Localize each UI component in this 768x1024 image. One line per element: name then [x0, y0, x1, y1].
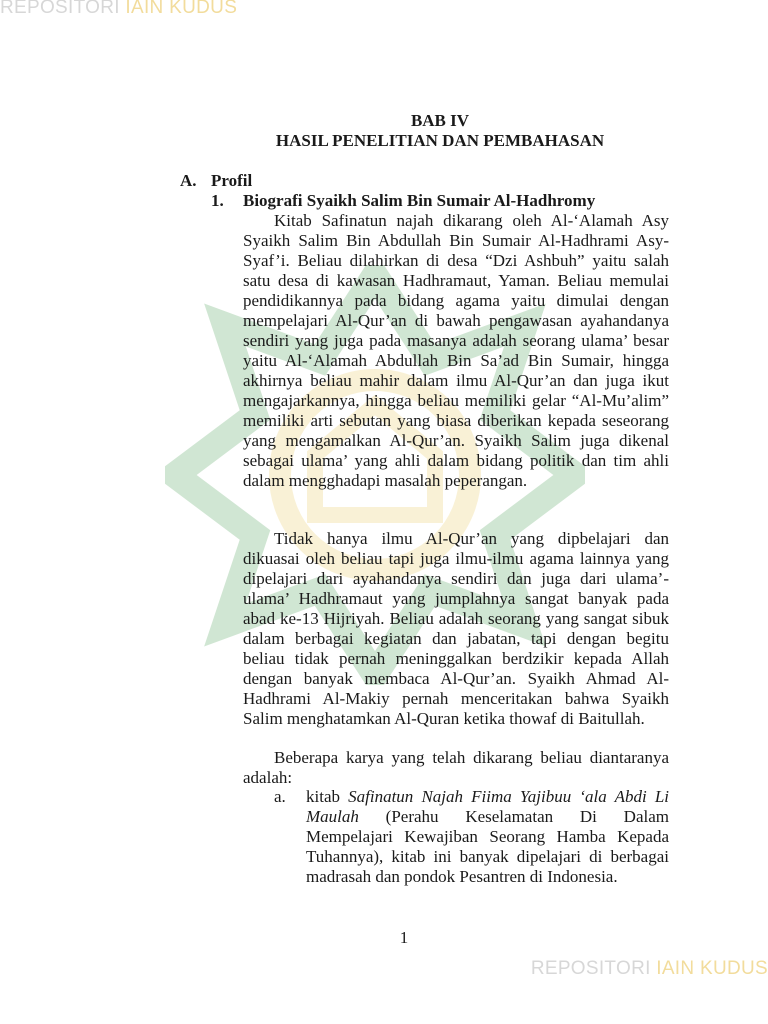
watermark-bottom-part1: REPOSITORI — [530, 958, 657, 979]
watermark-top-part2: IAIN KUDUS — [125, 0, 238, 18]
paragraph-3: Beberapa karya yang telah dikarang beliau diantaranya adalah: — [243, 748, 669, 787]
watermark-bottom-part2: IAIN KUDUS — [656, 958, 768, 979]
section-title: Profil — [211, 171, 253, 190]
paragraph-1: Kitab Safinatun najah dikarang oleh Al-‘Alamah Asy Syaikh Salim Bin Abdullah Bin Sumair Al-Hadhrami Asy-Syaf’i. Beliau dilahirkan di desa “Dzi Ashbuh” yaitu salah satu desa di kawasan Hadhramaut, Yaman. Beliau memulai pendidikannya pada bidang agama yaitu dimulai dengan mempelajari Al-Qur’an di bawah pengawasan ayahandanya sendiri yang juga pada masanya adalah seorang ulama’ besar yaitu Al-‘Alamah Abdullah Bin Sa’ad Bin Sumair, hingga akhirnya beliau mahir dalam ilmu Al-Qur’an dan juga ikut mengajarkannya, hingga beliau memiliki gelar “Al-Mu’alim” memiliki arti sebutan yang biasa diberikan kepada seseorang yang mengamalkan Al-Qur’an. Syaikh Salim juga dikenal sebagai ulama’ yang ahli dalam bidang politik dan tim ahli dalam mengghadapi masalah peperangan. — [243, 211, 669, 490]
list-item-suffix: (Perahu Keselamatan Di Dalam Mempelajari Kewajiban Seorang Hamba Kepada Tuhannya), kitab ini banyak dipelajari di berbagai madrasah dan pondok Pesantren di Indonesia. — [306, 807, 669, 886]
watermark-top-part1: REPOSITORI — [0, 0, 126, 18]
section-marker: A. — [180, 171, 197, 190]
paragraph-2: Tidak hanya ilmu Al-Qur’an yang dipbelajari dan dikuasai oleh beliau tapi juga ilmu-ilmu agama lainnya yang dipelajari dari ayahandanya sendiri dan juga dari ulama’-ulama’ Hadhramaut yang jumplahnya sangat banyak pada abad ke-13 Hijriyah. Beliau adalah seorang yang sangat sibuk dalam berbagai kegiatan dan jabatan, tapi dengan begitu beliau tidak pernah meninggalkan berdzikir kepada Allah dengan banyak membaca Al-Qur’an. Syaikh Ahmad Al-Hadhrami Al-Makiy pernah menceritakan bahwa Syaikh Salim menghatamkan Al-Quran ketika thowaf di Baitullah. — [243, 529, 669, 728]
list-item-prefix: kitab — [306, 787, 349, 806]
page-number: 1 — [399, 928, 409, 947]
list-item — [306, 787, 669, 887]
list-item-italic-title: Safinatun Najah Fiima Yajibuu ‘ala Abdi Li Maulah — [306, 787, 669, 826]
watermark-bottom — [531, 958, 768, 980]
list-item-marker: a. — [274, 787, 286, 806]
chapter-number: BAB IV — [410, 111, 470, 130]
subsection-marker: 1. — [211, 191, 224, 210]
chapter-title: HASIL PENELITIAN DAN PEMBAHASAN — [275, 131, 605, 150]
subsection-title: Biografi Syaikh Salim Bin Sumair Al-Hadhromy — [243, 191, 596, 210]
